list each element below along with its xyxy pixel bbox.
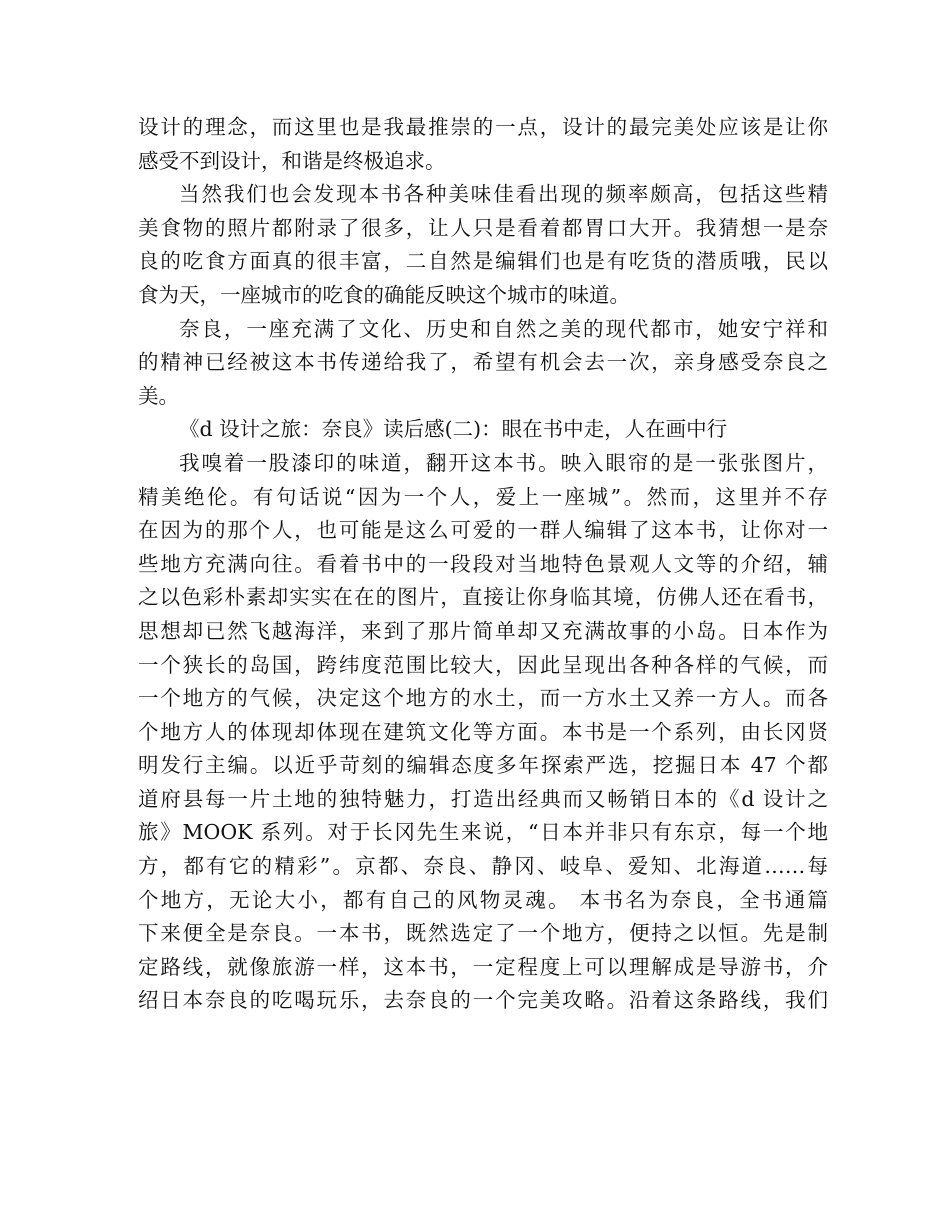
text-line: 良的吃食方面真的很丰富，二自然是编辑们也是有吃货的潜质哦，民以 [138,249,828,274]
text-line: 道府县每一片土地的独特魅力，打造出经典而又畅销日本的《d 设计之 [138,786,828,811]
text-line: 食为天，一座城市的吃食的确能反映这个城市的味道。 [138,282,630,307]
section-heading: 《d 设计之旅：奈良》读后感(二)：眼在书中走，人在画中行 [179,417,728,442]
text-line: 思想却已然飞越海洋，来到了那片简单却又充满故事的小岛。日本作为 [138,618,828,643]
text-line: 一个狭长的岛国，跨纬度范围比较大，因此呈现出各种各样的气候，而 [138,652,828,677]
text-line: 个地方人的体现却体现在建筑文化等方面。本书是一个系列，由长冈贤 [138,719,828,744]
text-line: 在因为的那个人，也可能是这么可爱的一群人编辑了这本书，让你对一 [138,518,828,543]
text-line: 下来便全是奈良。一本书，既然选定了一个地方，便持之以恒。先是制 [138,921,828,946]
body-text [138,111,828,1018]
paragraph-first-line: 奈良，一座充满了文化、历史和自然之美的现代都市，她安宁祥和 [179,316,828,341]
text-line: 美。 [138,383,179,408]
text-line: 些地方充满向往。看着书中的一段段对当地特色景观人文等的介绍，辅 [138,551,828,576]
text-line: 美食物的照片都附录了很多，让人只是看着都胃口大开。我猜想一是奈 [138,215,828,240]
text-line: 设计的理念，而这里也是我最推崇的一点，设计的最完美处应该是让你 [138,115,828,139]
text-line: 一个地方的气候，决定这个地方的水土，而一方水土又养一方人。而各 [138,686,828,711]
text-line: 精美绝伦。有句话说“因为一个人，爱上一座城”。然而，这里并不存 [138,484,828,509]
text-line: 绍日本奈良的吃喝玩乐，去奈良的一个完美攻略。沿着这条路线，我们 [138,988,828,1013]
paragraph-first-line: 我嗅着一股漆印的味道，翻开这本书。映入眼帘的是一张张图片， [179,450,828,475]
paragraph-first-line: 当然我们也会发现本书各种美味佳看出现的频率颇高，包括这些精 [179,182,828,207]
text-line: 之以色彩朴素却实实在在的图片，直接让你身临其境，仿佛人还在看书， [138,585,828,610]
text-line: 的精神已经被这本书传递给我了，希望有机会去一次，亲身感受奈良之 [138,350,828,375]
text-line: 个地方，无论大小，都有自己的风物灵魂。 本书名为奈良，全书通篇 [138,887,828,912]
text-line: 感受不到设计，和谐是终极追求。 [138,148,446,173]
text-line: 旅》MOOK 系列。对于长冈先生来说，“日本并非只有东京，每一个地 [138,820,828,845]
text-line: 定路线，就像旅游一样，这本书，一定程度上可以理解成是导游书，介 [138,954,828,979]
text-line: 明发行主编。以近乎苛刻的编辑态度多年探索严选，挖掘日本 47 个都 [138,753,828,778]
text-line: 方，都有它的精彩”。京都、奈良、静冈、岐阜、爱知、北海道……每 [138,854,828,879]
